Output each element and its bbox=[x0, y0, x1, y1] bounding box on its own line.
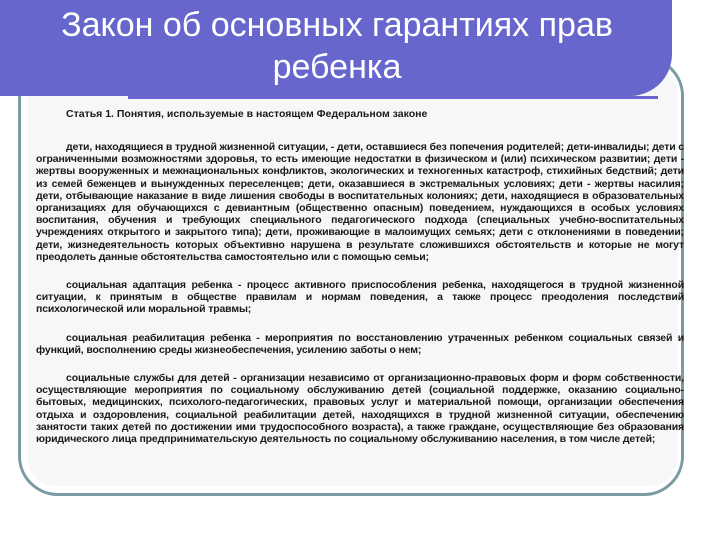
slide-title: Закон об основных гарантиях прав ребенка bbox=[61, 6, 613, 86]
article-heading: Статья 1. Понятия, используемые в настоящем Федеральном законе bbox=[66, 108, 428, 120]
document-body bbox=[36, 108, 684, 461]
paragraph-social-adaptation: социальная адаптация ребенка - процесс активного приспособления ребенка, находящегося в трудной жизненной ситуации, к принятым в обществе правилам и нормам поведения, а также процесс преодоления последствий психологической или моральной травмы; bbox=[36, 279, 684, 316]
paragraph-children-in-difficulty: дети, находящиеся в трудной жизненной ситуации, - дети, оставшиеся без попечения родителей; дети-инвалиды; дети с ограниченными возможностями здоровья, то есть имеющие недостатки в физическом и (или) психическом развитии; дети - жертвы вооруженных и межнациональных конфликтов, экологических и техногенных катастроф, стихийных бедствий; дети из семей беженцев и вынужденных переселенцев; дети, оказавшиеся в экстремальных условиях; дети - жертвы насилия; дети, отбывающие наказание в виде лишения свободы в воспитательных колониях; дети, находящиеся в образовательных организациях для обучающихся с девиантным (общественно опасным) поведением, нуждающихся в особых условиях воспитания, обучения и требующих специального педагогического подхода (специальных учебно-воспитательных учреждениях открытого и закрытого типа); дети, проживающие в малоимущих семьях; дети с отклонениями в поведении; дети, жизнедеятельность которых объективно нарушена в результате сложившихся обстоятельств и которые не могут преодолеть данные обстоятельства самостоятельно или с помощью семьи; bbox=[36, 141, 684, 263]
paragraph-social-rehabilitation: социальная реабилитация ребенка - мероприятия по восстановлению утраченных ребенком социальных связей и функций, восполнению среды жизнеобеспечения, усилению заботы о нем; bbox=[36, 331, 684, 356]
paragraph-social-services: социальные службы для детей - организации независимо от организационно-правовых форм и форм собственности, осуществляющие мероприятия по социальному обслуживанию детей (социальной поддержке, оказанию социально-бытовых, медицинских, психолого-педагогических, правовых услуг и материальной помощи, организации обеспечения отдыха и оздоровления, социальной реабилитации детей, находящихся в трудной жизненной ситуации, обеспечению занятости таких детей по достижении ими трудоспособного возраста), а также граждане, осуществляющие без образования юридического лица предпринимательскую деятельность по социальному обслуживанию населения, в том числе детей; bbox=[36, 372, 684, 446]
title-underline bbox=[128, 96, 658, 99]
title-band bbox=[0, 0, 672, 96]
